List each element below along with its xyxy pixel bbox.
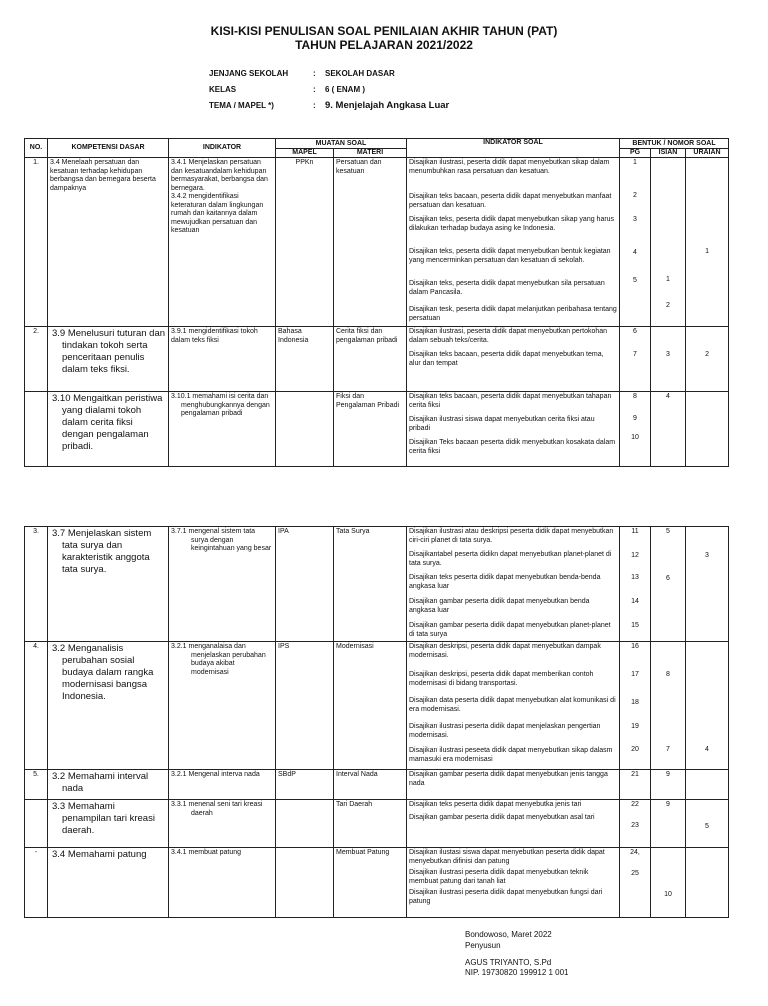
materi-cell: Membuat Patung: [334, 848, 407, 918]
kompetensi-dasar-cell: 3.10 Mengaitkan peristiwa yang dialami tokoh dalam cerita fiksi dengan pengalaman pribadi.: [48, 392, 169, 467]
row-number: 1.: [25, 158, 48, 327]
isian-cell: [651, 527, 686, 642]
pg-number: 1: [633, 159, 637, 166]
row-number: 3.: [25, 527, 48, 642]
indikator-soal-item: Disajikan teks, peserta didik dapat menyebutkan sikap yang harus dilakukan terhadap budaya asing ke Indonesia.: [409, 216, 615, 232]
materi-cell: Persatuan dan kesatuan: [334, 158, 407, 327]
indikator-soal-item: Disajikan gambar peserta didik dapat menyebutkan benda angkasa luar: [409, 598, 590, 614]
table-row: [25, 158, 729, 327]
mapel-cell: IPA: [276, 527, 334, 642]
isian-cell: 9: [651, 800, 686, 848]
kompetensi-dasar-cell: 3.2 Menganalisis perubahan sosial budaya dalam rangka modernisasi bangsa Indonesia.: [48, 642, 169, 770]
header-indikator: INDIKATOR: [169, 139, 276, 158]
kisi-table-1: [24, 138, 729, 467]
uraian-number: 3: [705, 552, 709, 559]
header-indikator-soal: INDIKATOR SOAL: [407, 139, 620, 158]
pg-number: 25: [631, 869, 639, 877]
meta-key: JENJANG SEKOLAH: [209, 69, 289, 78]
signature-name: AGUS TRIYANTO, S.Pd: [465, 958, 552, 967]
meta-value: 9. Menjelajah Angkasa Luar: [325, 100, 450, 111]
meta-colon: :: [313, 101, 316, 110]
pg-number: 6: [633, 328, 637, 335]
indikator-soal-cell: [407, 642, 620, 770]
indikator-soal-item: Disajikan ilustrasi peserta didik dapat menyebutkan fungsi dari patung: [409, 889, 603, 905]
indikator-soal-cell: [407, 392, 620, 467]
indikator-cell: 3.9.1 mengidentifikasi tokoh dalam teks fiksi: [169, 327, 276, 392]
header-uraian: URAIAN: [686, 149, 729, 158]
pg-number: 3: [633, 216, 637, 223]
uraian-number: 1: [705, 248, 709, 255]
row-number: 4.: [25, 642, 48, 770]
kompetensi-dasar-cell: 3.7 Menjelaskan sistem tata surya dan karakteristik anggota tata surya.: [48, 527, 169, 642]
signature-place-date: Bondowoso, Maret 2022: [465, 930, 552, 939]
pg-number: 2: [633, 192, 637, 199]
signature-role: Penyusun: [465, 941, 501, 950]
meta-key: TEMA / MAPEL *): [209, 101, 274, 110]
pg-cell: [620, 327, 651, 392]
uraian-cell: [686, 327, 729, 392]
pg-cell: [620, 527, 651, 642]
header-kompetensi-dasar: KOMPETENSI DASAR: [48, 139, 169, 158]
pg-number: 9: [633, 414, 637, 422]
indikator-soal-item: Disajikan ilustrasi peserta didik dapat menyebutkan teknik membuat patung dari tanah liat: [409, 869, 589, 885]
header-isian: ISIAN: [651, 149, 686, 158]
kompetensi-dasar-cell: 3.2 Memahami interval nada: [48, 770, 169, 800]
isian-number: 10: [664, 891, 672, 898]
indikator-soal-item: Disajikan ilustrasi peseeta didik dapat menyebutkan sikap dalasm mamasuki era modernisasi: [409, 747, 613, 763]
pg-number: 11: [631, 528, 639, 535]
isian-cell: [651, 848, 686, 918]
indikator-soal-item: Disajikan teks bacaan, peserta didik dapat menyebutkan tema, alur dan tempat: [409, 351, 604, 367]
pg-number: 8: [633, 393, 637, 400]
signature-nip: NIP. 19730820 199912 1 001: [465, 968, 569, 977]
pg-number: 7: [633, 350, 637, 358]
pg-cell: 21: [620, 770, 651, 800]
meta-colon: :: [313, 85, 316, 94]
pg-number: 4: [633, 249, 637, 256]
pg-number: 19: [631, 723, 639, 730]
pg-number: 22: [631, 801, 639, 808]
isian-number: 1: [666, 276, 670, 283]
meta-key: KELAS: [209, 85, 237, 94]
materi-cell: Tari Daerah: [334, 800, 407, 848]
isian-number: 5: [666, 528, 670, 535]
indikator-soal-item: Disajikantabel peserta didikn dapat menyebutkan planet-planet di tata surya.: [409, 551, 612, 567]
isian-number: 7: [666, 746, 670, 753]
uraian-number: 4: [705, 746, 709, 753]
indikator-soal-item: Disajikan deskripsi, peserta didik dapat memberikan contoh modernisasi di bidang transportasi.: [409, 671, 594, 687]
header-mapel: MAPEL: [276, 149, 334, 158]
kompetensi-dasar-cell: 3.9 Menelusuri tuturan dan tindakan tokoh serta penceritaan penulis dalam teks fiksi.: [48, 327, 169, 392]
indikator-cell: 3.7.1 mengenal sistem tata surya dengan keingintahuan yang besar: [169, 527, 276, 642]
indikator-soal-item: Disajikan deskripsi, peserta didik dapat menyebutkan dampak modernisasi.: [409, 643, 601, 659]
indikator-soal-cell: Disajikan gambar peserta didik dapat menyebutkan jenis tangga nada: [407, 770, 620, 800]
indikator-soal-item: Disajikan gambar peserta didik dapat menyebutkan planet-planet di tata surya: [409, 622, 611, 638]
materi-cell: Interval Nada: [334, 770, 407, 800]
pg-cell: [620, 848, 651, 918]
isian-cell: [651, 327, 686, 392]
row-number: 5.: [25, 770, 48, 800]
isian-cell: [651, 158, 686, 327]
table-row: [25, 327, 729, 392]
pg-number: 20: [631, 746, 639, 753]
indikator-soal-item: Disajikan ilustrasi, peserta didik dapat menyebutkan sikap dalam menumbuhkan rasa persatuan dan kesatuan.: [409, 159, 610, 175]
indikator-soal-item: Disajikan ilustrasi atau deskripsi peserta didik dapat menyebutkan ciri-ciri planet di tata surya.: [409, 528, 614, 544]
materi-cell: Modernisasi: [334, 642, 407, 770]
row-number: 2.: [25, 327, 48, 392]
indikator-cell: 3.4.1 membuat patung: [169, 848, 276, 918]
indikator-cell: 3.2.1 Mengenal interva nada: [169, 770, 276, 800]
materi-cell: Fiksi dan Pengalaman Pribadi: [334, 392, 407, 467]
indikator-soal-item: Disajikan teks, peserta didik dapat menyebutkan bentuk kegiatan yang mencerminkan persatuan dan kesatuan di sekolah.: [409, 248, 611, 264]
document-title: KISI-KISI PENULISAN SOAL PENILAIAN AKHIR TAHUN (PAT): [210, 24, 558, 38]
header-muatan-soal: MUATAN SOAL: [276, 139, 407, 149]
mapel-cell: SBdP: [276, 770, 334, 800]
pg-number: 5: [633, 277, 637, 284]
table-row: [25, 392, 729, 467]
indikator-soal-item: Disajikan data peserta didik dapat menyebutkan alat komunikasi di era modernisasi.: [409, 697, 616, 713]
pg-number: 24,: [630, 849, 640, 856]
uraian-cell: [686, 527, 729, 642]
header-pg: PG: [620, 149, 651, 158]
indikator-soal-item: Disajikan tesk, peserta didik dapat melanjutkan peribahasa tentang persatuan: [409, 306, 617, 322]
indikator-item: 3.4.2 mengidentifikasi keteraturan dalam lingkungan rumah dan kaitannya dalam mewujudkan persatuan dan kesatuan: [171, 193, 264, 234]
uraian-number: 5: [705, 823, 709, 830]
isian-number: 8: [666, 671, 670, 678]
indikator-soal-cell: [407, 848, 620, 918]
isian-number: 3: [666, 351, 670, 358]
header-bentuk-nomor-soal: BENTUK / NOMOR SOAL: [620, 139, 729, 149]
header-no: NO.: [25, 139, 48, 158]
uraian-cell: [686, 158, 729, 327]
pg-cell: [620, 800, 651, 848]
indikator-soal-item: Disajikan Teks bacaan peserta didik menyebutkan kosakata dalam cerita fiksi: [409, 439, 616, 455]
indikator-soal-cell: [407, 327, 620, 392]
indikator-soal-cell: [407, 527, 620, 642]
mapel-cell: PPKn: [276, 158, 334, 327]
table-row: [25, 800, 729, 848]
materi-cell: Cerita fiksi dan pengalaman pribadi: [334, 327, 407, 392]
indikator-soal-cell: [407, 800, 620, 848]
indikator-cell: 3.3.1 menenal seni tari kreasi daerah: [169, 800, 276, 848]
indikator-soal-item: Disajikan ilustasi siswa dapat menyebutkan peserta didik dapat menyebutkan difinisi dan patung: [409, 849, 605, 865]
isian-number: 6: [666, 574, 670, 582]
table-row: [25, 848, 729, 918]
pg-number: 13: [631, 574, 639, 581]
indikator-soal-item: Disajikan ilustrasi, peserta didik dapat menyebutkan pertokohan dalam sebuah teks/cerita.: [409, 328, 608, 344]
indikator-item: 3.4.1 Menjelaskan persatuan dan kesatuandalam kehidupan bermasyarakat, berbangsa dan bernegara.: [171, 159, 268, 192]
pg-number: 15: [631, 622, 639, 629]
mapel-cell: Bahasa Indonesia: [276, 327, 334, 392]
isian-number: 2: [666, 302, 670, 309]
indikator-cell: 3.2.1 menganalaisa dan menjelaskan perubahan budaya akibat modernisasi: [169, 642, 276, 770]
isian-cell: [651, 642, 686, 770]
table-row: [25, 642, 729, 770]
indikator-soal-item: Disajikan teks peserta didik dapat menyebutka jenis tari: [409, 801, 582, 808]
pg-cell: [620, 642, 651, 770]
meta-value: SEKOLAH DASAR: [325, 69, 395, 78]
table-row: [25, 770, 729, 800]
pg-number: 23: [631, 821, 639, 829]
pg-number: 18: [631, 699, 639, 706]
pg-number: 16: [631, 643, 639, 650]
indikator-soal-item: Disajikan teks, peserta didik dapat menyebutkan sila persatuan dalam Pancasila.: [409, 280, 605, 296]
kompetensi-dasar-cell: 3.3 Memahami penampilan tari kreasi daerah.: [48, 800, 169, 848]
materi-cell: Tata Surya: [334, 527, 407, 642]
isian-cell: 9: [651, 770, 686, 800]
indikator-soal-item: Disajikan gambar peserta didik dapat menyebutkan asal tari: [409, 813, 595, 821]
pg-number: 12: [631, 552, 639, 559]
table-row: [25, 527, 729, 642]
meta-value: 6 ( ENAM ): [325, 85, 365, 94]
uraian-cell: [686, 642, 729, 770]
document-subtitle: TAHUN PELAJARAN 2021/2022: [295, 38, 473, 52]
pg-cell: [620, 158, 651, 327]
indikator-soal-item: Disajikan ilustrasi peserta didik dapat menjelaskan pengertian modernisasi.: [409, 723, 601, 739]
kompetensi-dasar-cell: 3.4 Menelaah persatuan dan kesatuan terhadap kehidupan berbangsa dan bernegara beserta dampaknya: [48, 158, 169, 327]
indikator-soal-item: Disajikan teks bacaan, peserta didik dapat menyebutkan tahapan cerita fiksi: [409, 393, 612, 409]
pg-number: 17: [631, 671, 639, 678]
header-materi: MATERI: [334, 149, 407, 158]
pg-cell: [620, 392, 651, 467]
uraian-number: 2: [705, 351, 709, 358]
uraian-cell: [686, 800, 729, 848]
kisi-table-2: [24, 526, 729, 918]
row-number: -: [25, 848, 48, 918]
indikator-soal-item: Disajikan teks bacaan, peserta didik dapat menyebutkan manfaat persatuan dan kesatuan.: [409, 193, 612, 209]
mapel-cell: IPS: [276, 642, 334, 770]
meta-colon: :: [313, 69, 316, 78]
indikator-soal-cell: [407, 158, 620, 327]
pg-number: 10: [631, 434, 639, 441]
indikator-cell: 3.10.1 memahami isi cerita dan menghubungkannya dengan pengalaman pribadi: [169, 392, 276, 467]
indikator-soal-item: Disajikan ilustrasi siswa dapat menyebutkan cerita fiksi atau pribadi: [409, 416, 595, 432]
kompetensi-dasar-cell: 3.4 Memahami patung: [48, 848, 169, 918]
pg-number: 14: [631, 598, 639, 605]
indikator-cell: [169, 158, 276, 327]
indikator-soal-item: Disajikan teks peserta didik dapat menyebutkan benda-benda angkasa luar: [409, 574, 601, 590]
isian-cell: 4: [651, 392, 686, 467]
